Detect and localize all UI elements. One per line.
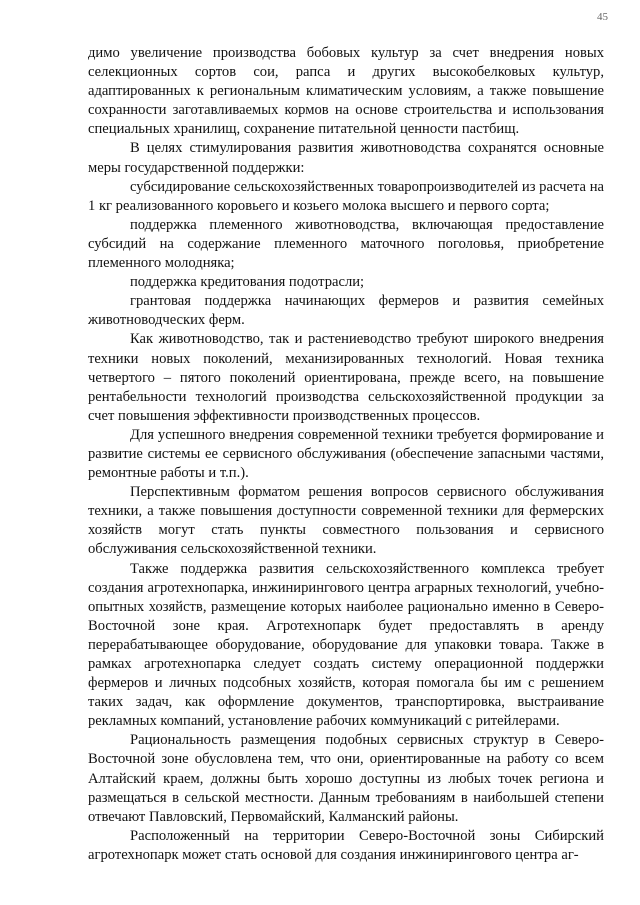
paragraph: Для успешного внедрения современной техники требуется формирование и развитие системы ее сервисного обслуживания (обеспечение запасными частями, ремонтные работы и т.п.).: [88, 426, 604, 482]
page-number: 45: [597, 11, 608, 23]
list-item: субсидирование сельскохозяйственных товаропроизводителей из расчета на 1 кг реализованного коровьего и козьего молока высшего и первого сорта;: [88, 178, 604, 214]
paragraph: Перспективным форматом решения вопросов сервисного обслуживания техники, а также повышения доступности современной техники для фермерских хозяйств могут стать пункты совместного пользования и сервисного обслуживания сельскохозяйственной техники.: [88, 484, 604, 558]
list-item: поддержка кредитования подотрасли;: [130, 274, 365, 291]
paragraph: Расположенный на территории Северо-Восточной зоны Сибирский агротехнопарк может стать основой для создания инжинирингового центра аг-: [88, 827, 604, 863]
list-item: грантовая поддержка начинающих фермеров и развития семейных животноводческих ферм.: [88, 293, 604, 329]
paragraph: Также поддержка развития сельскохозяйственного комплекса требует создания агротехнопарка, инжинирингового центра аграрных технологий, учебно-опытных хозяйств, размещение которых наиболее рационально именно в Северо-Восточной зоне края. Агротехнопарк будет предоставлять в аренду перерабатывающее оборудование, оборудование для упаковки товара. Также в рамках агротехнопарка следует создать систему операционной поддержки фермеров и личных подсобных хозяйств, которая помогала бы им с решением таких задач, как оформление документов, транспортировка, выстраивание рекламных компаний, установление рабочих коммуникаций с ритейлерами.: [88, 560, 604, 730]
paragraph: димо увеличение производства бобовых культур за счет внедрения новых селекционных сортов сои, рапса и других высокобелковых культур, адаптированных к региональным климатическим условиям, а также повышение сохранности заготавливаемых кормов на основе строительства и использования специальных хранилищ, сохранение питательной ценности пастбищ.: [88, 45, 604, 138]
paragraph: Как животноводство, так и растениеводство требуют широкого внедрения техники новых поколений, механизированных технологий. Новая техника четвертого – пятого поколений ориентирована, прежде всего, на повышение рентабельности технологий производства сельскохозяйственной продукции за счет повышения эффективности производственных процессов.: [88, 331, 604, 424]
body-text: [88, 44, 604, 865]
paragraph: Рациональность размещения подобных сервисных структур в Северо-Восточной зоне обусловлена тем, что они, ориентированные на работу со всем Алтайский краем, должны быть хорошо доступны из любых точек региона и размещаться в сельской местности. Данным требованиям в наибольшей степени отвечают Павловский, Первомайский, Калманский районы.: [88, 732, 604, 825]
list-item: поддержка племенного животноводства, включающая предоставление субсидий на содержание племенного маточного поголовья, приобретение племенного молодняка;: [88, 216, 604, 272]
paragraph: В целях стимулирования развития животноводства сохранятся основные меры государственной поддержки:: [88, 140, 604, 176]
